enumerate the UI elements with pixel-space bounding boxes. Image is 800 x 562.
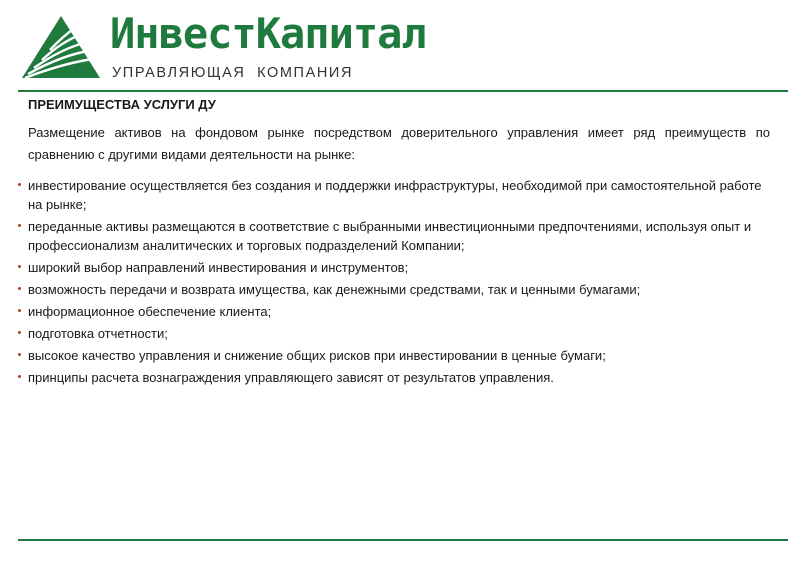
list-item (22, 217, 764, 255)
list-item (22, 302, 764, 321)
list-item-text: широкий выбор направлений инвестирования и инструментов; (28, 260, 409, 275)
bullet-dot-icon (18, 353, 21, 356)
list-item-text: принципы расчета вознаграждения управляющего зависят от результатов управления. (28, 370, 554, 385)
tree-stripes-icon (20, 14, 102, 80)
list-item-text: переданные активы размещаются в соответствие с выбранными инвестиционными предпочтениями, используя опыт и профессионализм аналитических и торговых подразделений Компании; (28, 219, 752, 253)
header (0, 0, 800, 90)
list-item (22, 324, 764, 343)
main-content (28, 96, 770, 390)
list-item (22, 176, 764, 214)
bullet-dot-icon (18, 331, 21, 334)
brand-name: ИнвестКапитал (110, 9, 426, 58)
bullet-dot-icon (18, 375, 21, 378)
advantages-list (22, 176, 764, 387)
brand-subtitle: УПРАВЛЯЮЩАЯ КОМПАНИЯ (112, 65, 354, 81)
list-item-text: информационное обеспечение клиента; (28, 304, 272, 319)
bullet-dot-icon (18, 309, 21, 312)
bullet-dot-icon (18, 265, 21, 268)
bullet-dot-icon (18, 183, 21, 186)
list-item-text: высокое качество управления и снижение общих рисков при инвестировании в ценные бумаги; (28, 348, 606, 363)
bullet-dot-icon (18, 287, 21, 290)
list-item (22, 280, 764, 299)
bullet-dot-icon (18, 224, 21, 227)
header-divider (18, 90, 788, 92)
list-item (22, 258, 764, 277)
footer-divider (18, 539, 788, 541)
section-title: ПРЕИМУЩЕСТВА УСЛУГИ ДУ (28, 97, 216, 112)
list-item (22, 368, 764, 387)
list-item-text: инвестирование осуществляется без создания и поддержки инфраструктуры, необходимой при самостоятельной работе на рынке; (28, 178, 762, 212)
list-item (22, 346, 764, 365)
list-item-text: подготовка отчетности; (28, 326, 168, 341)
intro-paragraph: Размещение активов на фондовом рынке посредством доверительного управления имеет ряд преимуществ по сравнению с другими видами деятельности на рынке: (28, 125, 770, 162)
list-item-text: возможность передачи и возврата имущества, как денежными средствами, так и ценными бумагами; (28, 282, 641, 297)
